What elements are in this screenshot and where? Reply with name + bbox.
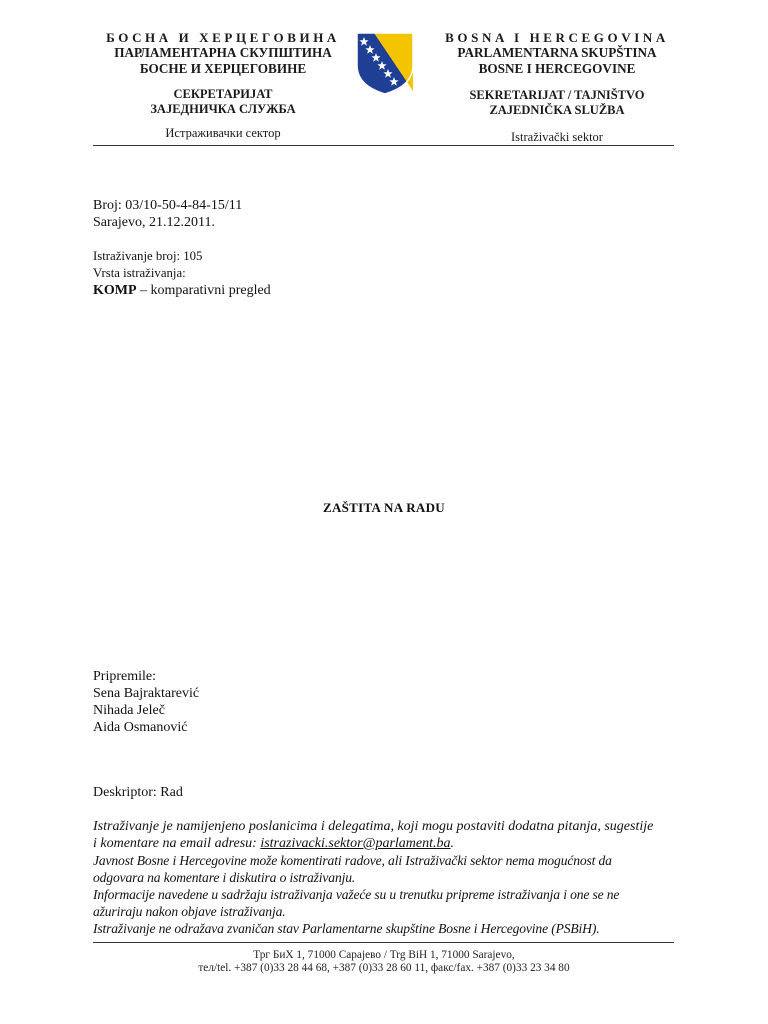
parliament-name-cyrillic: ПАРЛАМЕНТАРНА СКУПШТИНА bbox=[114, 45, 332, 60]
author-name: Nihada Jeleč bbox=[93, 703, 165, 718]
country-name-latin: BOSNA I HERCEGOVINA bbox=[445, 30, 669, 45]
document-meta bbox=[93, 197, 242, 231]
authors-label: Pripremile: bbox=[93, 669, 156, 684]
footer-address: Трг БиХ 1, 71000 Сарајево / Trg BiH 1, 71000 Sarajevo, bbox=[253, 949, 515, 961]
header-right-latin bbox=[428, 30, 686, 145]
notice-line: Javnost Bosne i Hercegovine može komentirati radove, ali Istraživački sektor nema mogućnost da bbox=[93, 853, 612, 868]
notice-line: Istraživanje je namijenjeno poslanicima i delegatima, koji mogu postaviti dodatna pitanja, sugestije bbox=[93, 819, 654, 834]
notice-line bbox=[93, 835, 683, 852]
header-left-cyrillic bbox=[92, 30, 354, 141]
research-sector-latin: Istraživački sektor bbox=[511, 130, 603, 144]
notice-line: odgovara na komentare i diskutira o istraživanju. bbox=[93, 870, 356, 885]
research-type bbox=[93, 282, 271, 299]
notice-text: . bbox=[450, 836, 455, 851]
authors-block bbox=[93, 668, 199, 736]
research-type-code: KOMP bbox=[93, 283, 137, 298]
country-name-cyrillic: БОСНА И ХЕРЦЕГОВИНА bbox=[106, 30, 340, 45]
email-link[interactable]: istrazivacki.sektor@parlament.ba bbox=[260, 836, 451, 851]
research-type-label: Vrsta istraživanja: bbox=[93, 266, 186, 280]
research-sector-cyrillic: Истраживачки сектор bbox=[165, 126, 281, 140]
notice-line: Informacije navedene u sadržaju istraživanja važeće su u trenutku pripreme istraživanja i one se ne bbox=[93, 887, 620, 902]
descriptor: Deskriptor: Rad bbox=[93, 785, 183, 800]
research-type-description: – komparativni pregled bbox=[136, 283, 271, 298]
author-name: Aida Osmanović bbox=[93, 720, 188, 735]
joint-service-latin: ZAJEDNIČKA SLUŽBA bbox=[489, 103, 625, 117]
parliament-of-latin: BOSNE I HERCEGOVINE bbox=[478, 61, 636, 76]
footer-divider bbox=[93, 942, 674, 943]
footer-contact: тел/tel. +387 (0)33 28 44 68, +387 (0)33 28 60 11, факс/fax. +387 (0)33 23 34 80 bbox=[198, 962, 570, 974]
research-number: Istraživanje broj: 105 bbox=[93, 249, 203, 263]
bih-coat-of-arms-icon bbox=[355, 31, 415, 95]
notice-text: i komentare na email adresu: bbox=[93, 836, 261, 851]
author-name: Sena Bajraktarević bbox=[93, 686, 200, 701]
document-number: Broj: 03/10-50-4-84-15/11 bbox=[93, 198, 243, 213]
document-title: ZAŠTITA NA RADU bbox=[322, 500, 445, 515]
header-divider bbox=[93, 145, 674, 146]
parliament-of-cyrillic: БОСНЕ И ХЕРЦЕГОВИНЕ bbox=[139, 61, 307, 76]
parliament-name-latin: PARLAMENTARNA SKUPŠTINA bbox=[457, 45, 657, 60]
research-notice bbox=[93, 818, 683, 937]
secretariat-latin: SEKRETARIJAT / TAJNIŠTVO bbox=[469, 88, 645, 102]
joint-service-cyrillic: ЗАЈЕДНИЧКА СЛУЖБА bbox=[150, 102, 296, 116]
research-meta bbox=[93, 248, 271, 299]
notice-line: ažuriraju nakon objave istraživanja. bbox=[93, 904, 286, 919]
place-date: Sarajevo, 21.12.2011. bbox=[93, 215, 215, 230]
secretariat-cyrillic: СЕКРЕТАРИЈАТ bbox=[173, 87, 273, 101]
notice-line: Istraživanje ne odražava zvaničan stav Parlamentarne skupštine Bosne i Hercegovine (PSBiH). bbox=[93, 921, 600, 936]
